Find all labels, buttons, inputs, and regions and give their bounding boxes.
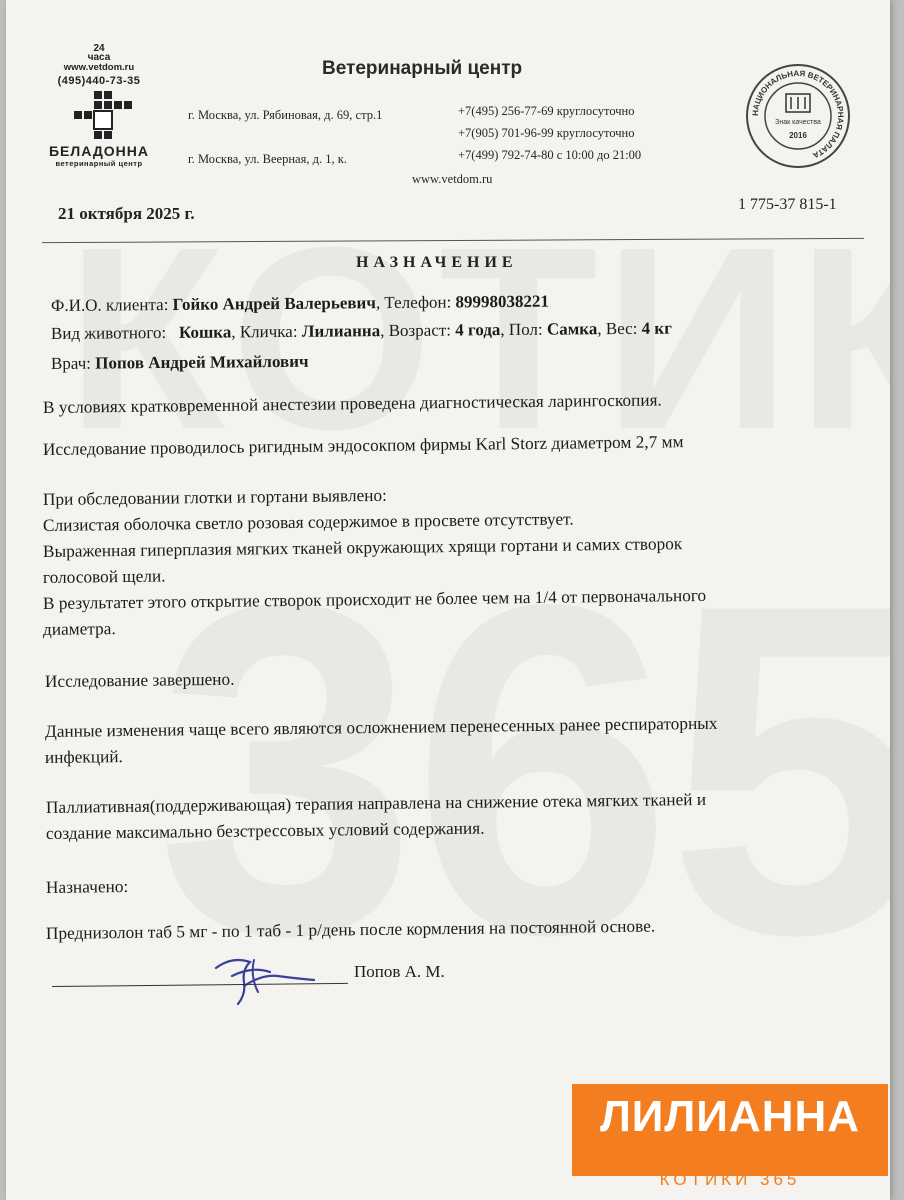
nickname-label: Кличка: <box>239 321 298 342</box>
badge-name: ЛИЛИАННА <box>599 1092 861 1141</box>
phone-label: Телефон: <box>384 292 452 313</box>
phone-1 <box>458 104 635 119</box>
phone-3 <box>458 148 641 163</box>
address-2: г. Москва, ул. Веерная, д. 1, к. <box>188 152 347 166</box>
body-line-10: Данные изменения чаще всего являются осложнением перенесенных ранее респираторных <box>44 713 718 741</box>
body-line-5: Выраженная гиперплазия мягких тканей окружающих хрящи гортани и самих створок <box>42 534 683 561</box>
clinic-title: Ветеринарный центр <box>322 58 523 79</box>
phone-3-note: с 10:00 до 21:00 <box>556 148 642 162</box>
nickname-value: Лилианна <box>301 321 381 341</box>
body-line-15: Преднизолон таб 5 мг - по 1 таб - 1 р/день после кормления на постоянной основе. <box>45 916 656 943</box>
body-line-1: В условиях кратковременной анестезии проведена диагностическая ларингоскопия. <box>42 390 662 417</box>
doctor-line <box>51 352 309 374</box>
seal-year: 2016 <box>789 131 807 140</box>
phone-2-note: круглосуточно <box>556 126 635 140</box>
seal-ring-text: НАЦИОНАЛЬНАЯ ВЕТЕРИНАРНАЯ ПАЛАТА <box>750 68 846 160</box>
species-label: Вид животного: <box>50 322 167 343</box>
logo-brand: БЕЛАДОННА <box>48 143 150 159</box>
quality-seal-icon <box>744 62 852 170</box>
badge-tagline: КОТИКИ 365 <box>659 1170 801 1189</box>
seal-center-text: Знак качества <box>775 119 821 126</box>
body-line-6: голосовой щели. <box>42 566 166 587</box>
document-date: 21 октября 2025 г. <box>58 204 195 223</box>
cross-logo-icon <box>64 91 134 141</box>
document-number: 1 775-37 815-1 <box>738 196 837 213</box>
doctor-label: Врач: <box>50 353 92 373</box>
logo-hours-number: 24 <box>93 43 105 54</box>
sex-label: Пол: <box>508 319 543 340</box>
website: www.vetdom.ru <box>412 172 493 186</box>
body-line-4: Слизистая оболочка светло розовая содержимое в просвете отсутствует. <box>42 509 574 535</box>
phone-1-number: +7(495) 256-77-69 <box>458 104 554 118</box>
logo-phone: (495)440-73-35 <box>57 75 141 87</box>
signer-name: Попов А. М. <box>354 962 445 981</box>
body-line-2: Исследование проводилось ригидным эндосокпом фирмы Karl Storz диаметром 2,7 мм <box>42 432 684 459</box>
clinic-logo <box>44 44 154 168</box>
phone-2 <box>458 126 635 141</box>
logo-subtitle: ветеринарный центр <box>55 159 143 168</box>
client-phone: 89998038221 <box>455 291 550 312</box>
phone-1-note: круглосуточно <box>556 104 635 118</box>
body-line-11: инфекций. <box>44 747 123 767</box>
sex-value: Самка <box>546 319 598 339</box>
logo-site: www.vetdom.ru <box>63 62 135 73</box>
logo-hours-word: часа <box>87 52 111 63</box>
client-label: Ф.И.О. клиента: <box>50 294 169 315</box>
body-line-8: диаметра. <box>42 619 116 639</box>
phone-3-number: +7(499) 792-74-80 <box>458 148 554 162</box>
body-line-12: Паллиативная(поддерживающая) терапия направлена на снижение отека мягких тканей и <box>45 789 707 817</box>
weight-value: 4 кг <box>641 318 672 338</box>
doctor-name: Попов Андрей Михайлович <box>95 351 309 373</box>
animal-line: Вид животного: Кошка, Кличка: Лилианна, Возраст: 4 года, Пол: Самка, Вес: 4 кг <box>50 318 672 343</box>
body-line-7: В результатет этого открытие створок происходит не более чем на 1/4 от первоначального <box>42 585 707 613</box>
client-name: Гойко Андрей Валерьевич <box>172 293 376 314</box>
body-line-3: При обследовании глотки и гортани выявлено: <box>42 485 387 509</box>
signature-icon <box>202 946 322 1010</box>
phone-2-number: +7(905) 701-96-99 <box>458 126 554 140</box>
age-label: Возраст: <box>388 320 452 341</box>
client-line: Ф.И.О. клиента: Гойко Андрей Валерьевич, Телефон: 89998038221 <box>50 291 550 315</box>
document-heading: НАЗНАЧЕНИЕ <box>356 254 518 271</box>
document-sheet <box>6 0 890 1200</box>
cat-name-badge <box>572 1084 888 1176</box>
address-1: г. Москва, ул. Рябиновая, д. 69, стр.1 <box>188 108 383 122</box>
header-divider <box>42 238 864 243</box>
weight-label: Вес: <box>605 318 638 339</box>
body-line-14: Назначено: <box>45 876 129 897</box>
species-value: Кошка <box>178 322 232 342</box>
body-line-9: Исследование завершено. <box>44 669 235 691</box>
age-value: 4 года <box>455 320 501 340</box>
body-line-13: создание максимально безстрессовых условий содержания. <box>45 818 485 843</box>
